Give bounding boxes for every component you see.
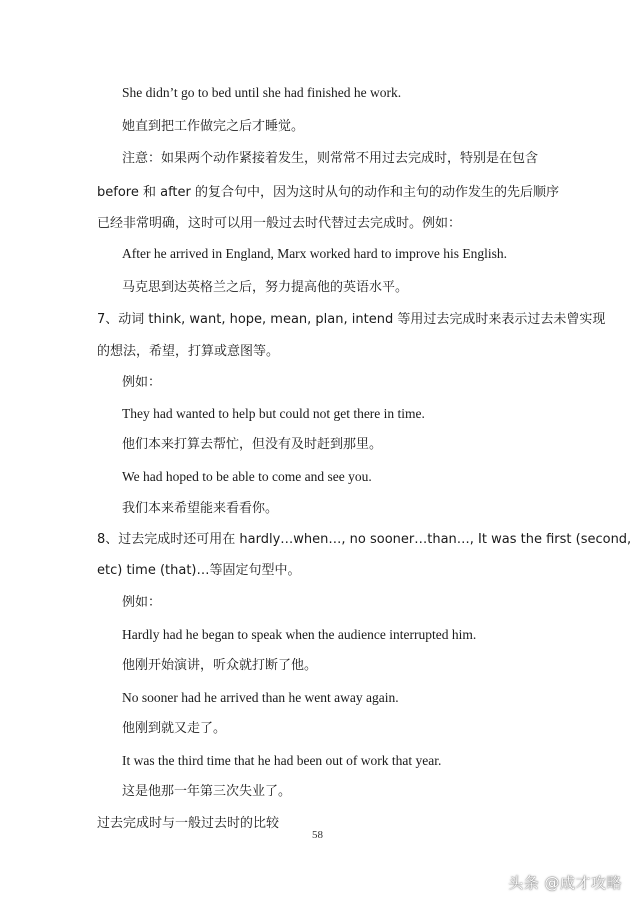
example-translation: 他刚开始演讲，听众就打断了他。 [122, 658, 318, 673]
section-heading: 过去完成时与一般过去时的比较 [97, 816, 280, 831]
note-paragraph-line: before 和 after 的复合句中，因为这时从句的动作和主句的动作发生的先后顺序 [97, 185, 559, 200]
example-sentence: After he arrived in England, Marx worked hard to improve his English. [122, 246, 508, 261]
note-paragraph-line: 注意：如果两个动作紧接着发生，则常常不用过去完成时，特别是在包含 [122, 151, 539, 166]
example-translation: 他刚到就又走了。 [122, 721, 227, 736]
example-translation: 这是他那一年第三次失业了。 [122, 784, 292, 799]
example-label: 例如： [122, 375, 162, 390]
example-sentence: No sooner had he arrived than he went away again. [122, 690, 399, 705]
example-sentence: It was the third time that he had been out of work that year. [122, 753, 442, 768]
example-sentence: Hardly had he began to speak when the audience interrupted him. [122, 627, 477, 642]
example-translation: 马克思到达英格兰之后，努力提高他的英语水平。 [122, 280, 409, 295]
example-sentence: She didn’t go to bed until she had finished he work. [122, 85, 402, 100]
example-sentence: They had wanted to help but could not get there in time. [122, 406, 425, 421]
example-translation: 她直到把工作做完之后才睡觉。 [122, 119, 305, 134]
watermark-text: 头条 @成才攻略 [508, 874, 622, 892]
rule-heading-line: etc) time (that)…等固定句型中。 [97, 563, 301, 578]
example-translation: 他们本来打算去帮忙，但没有及时赶到那里。 [122, 437, 383, 452]
rule-heading-line: 7、动词 think, want, hope, mean, plan, intend 等用过去完成时来表示过去未曾实现 [97, 312, 606, 327]
rule-heading-line: 的想法，希望，打算或意图等。 [97, 344, 280, 359]
page-number: 58 [312, 829, 323, 841]
rule-heading-line: 8、过去完成时还可用在 hardly…when…, no sooner…than…, It was the first (second, [97, 532, 632, 547]
example-sentence: We had hoped to be able to come and see you. [122, 469, 372, 484]
example-translation: 我们本来希望能来看看你。 [122, 501, 279, 516]
example-label: 例如： [122, 595, 162, 610]
note-paragraph-line: 已经非常明确，这时可以用一般过去时代替过去完成时。例如： [97, 216, 462, 231]
